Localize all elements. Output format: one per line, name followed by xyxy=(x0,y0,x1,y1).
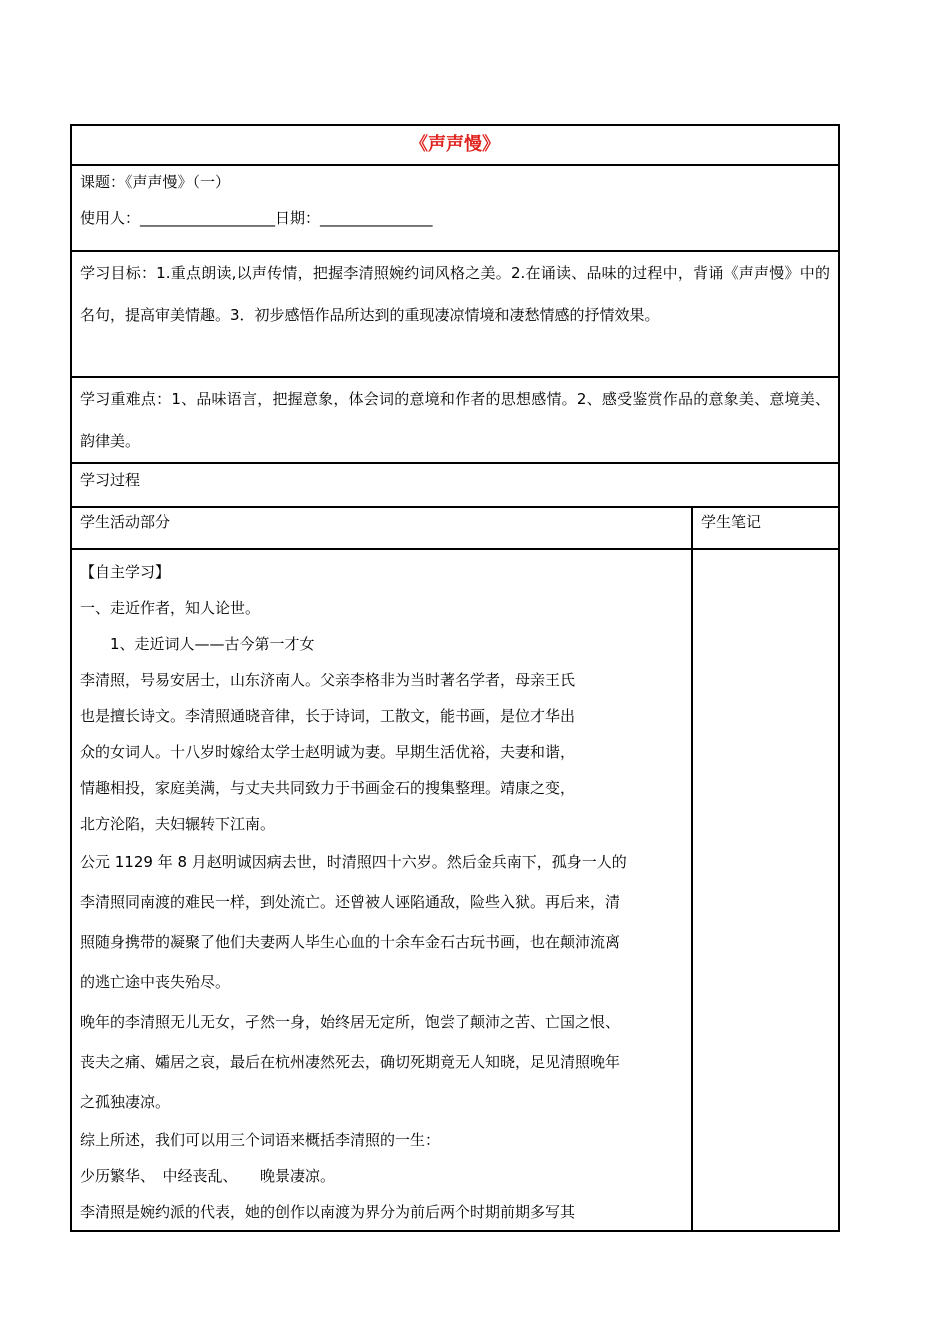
process-heading: 学习过程 xyxy=(80,471,141,489)
learning-difficulties: 学习重难点：1、品味语言，把握意象，体会词的意境和作者的思想感情。2、感受鉴赏作品的意象美、意境美、韵律美。 xyxy=(80,390,830,450)
body-line: 李清照是婉约派的代表，她的创作以南渡为界分为前后两个时期前期多写其 xyxy=(80,1203,576,1221)
body-line: 公元 1129 年 8 月赵明诚因病去世，时清照四十六岁。然后金兵南下，孤身一人的 xyxy=(80,853,627,871)
body-line: 少历繁华、 中经丧乱、 晚景凄凉。 xyxy=(80,1167,336,1185)
body-line: 李清照，号易安居士，山东济南人。父亲李格非为当时著名学者，母亲王氏 xyxy=(80,671,576,689)
subsection-heading: 1、走近词人——古今第一才女 xyxy=(80,635,315,653)
difficulties-cell xyxy=(71,377,839,463)
user-date-line: 使用人：__________________日期：_______________ xyxy=(80,209,433,227)
title-cell xyxy=(71,125,839,165)
body-line: 综上所述，我们可以用三个词语来概括李清照的一生： xyxy=(80,1131,441,1149)
activity-header: 学生活动部分 xyxy=(80,513,171,531)
notes-header-cell xyxy=(692,507,839,549)
header-info-cell xyxy=(71,165,839,251)
body-line: 也是擅长诗文。李清照通晓音律，长于诗词，工散文，能书画，是位才华出 xyxy=(80,707,576,725)
activity-body-cell xyxy=(71,549,692,1231)
body-line: 情趣相投，家庭美满，与丈夫共同致力于书画金石的搜集整理。靖康之变， xyxy=(80,779,576,797)
lesson-topic: 课题：《声声慢》（一） xyxy=(80,173,231,191)
learning-objectives: 学习目标：1.重点朗读,以声传情，把握李清照婉约词风格之美。2.在诵读、品味的过程中，背诵《声声慢》中的名句，提高审美情趣。3．初步感悟作品所达到的重现凄凉情境和凄愁情感的抒情效果。 xyxy=(80,264,830,324)
body-line: 的逃亡途中丧失殆尽。 xyxy=(80,973,231,991)
lesson-table xyxy=(70,124,840,1232)
process-cell xyxy=(71,463,839,507)
section-heading: 一、走近作者，知人论世。 xyxy=(80,599,261,617)
notes-body-cell xyxy=(692,549,839,1231)
page-title: 《声声慢》 xyxy=(410,134,500,155)
notes-header: 学生笔记 xyxy=(701,513,762,531)
body-line: 照随身携带的凝聚了他们夫妻两人毕生心血的十余车金石古玩书画，也在颠沛流离 xyxy=(80,933,621,951)
activity-header-cell xyxy=(71,507,692,549)
body-line: 众的女词人。十八岁时嫁给太学士赵明诚为妻。早期生活优裕，夫妻和谐， xyxy=(80,743,576,761)
body-line: 丧夫之痛、孀居之哀，最后在杭州凄然死去，确切死期竟无人知晓，足见清照晚年 xyxy=(80,1053,621,1071)
body-line: 之孤独凄凉。 xyxy=(80,1093,171,1111)
body-line: 晚年的李清照无儿无女，孑然一身，始终居无定所，饱尝了颠沛之苦、亡国之恨、 xyxy=(80,1013,621,1031)
lesson-plan-sheet xyxy=(70,124,838,1232)
self-study-heading: 【自主学习】 xyxy=(80,563,171,581)
body-line: 李清照同南渡的难民一样，到处流亡。还曾被人诬陷通敌，险些入狱。再后来，清 xyxy=(80,893,621,911)
body-line: 北方沦陷，夫妇辗转下江南。 xyxy=(80,815,276,833)
objectives-cell xyxy=(71,251,839,377)
